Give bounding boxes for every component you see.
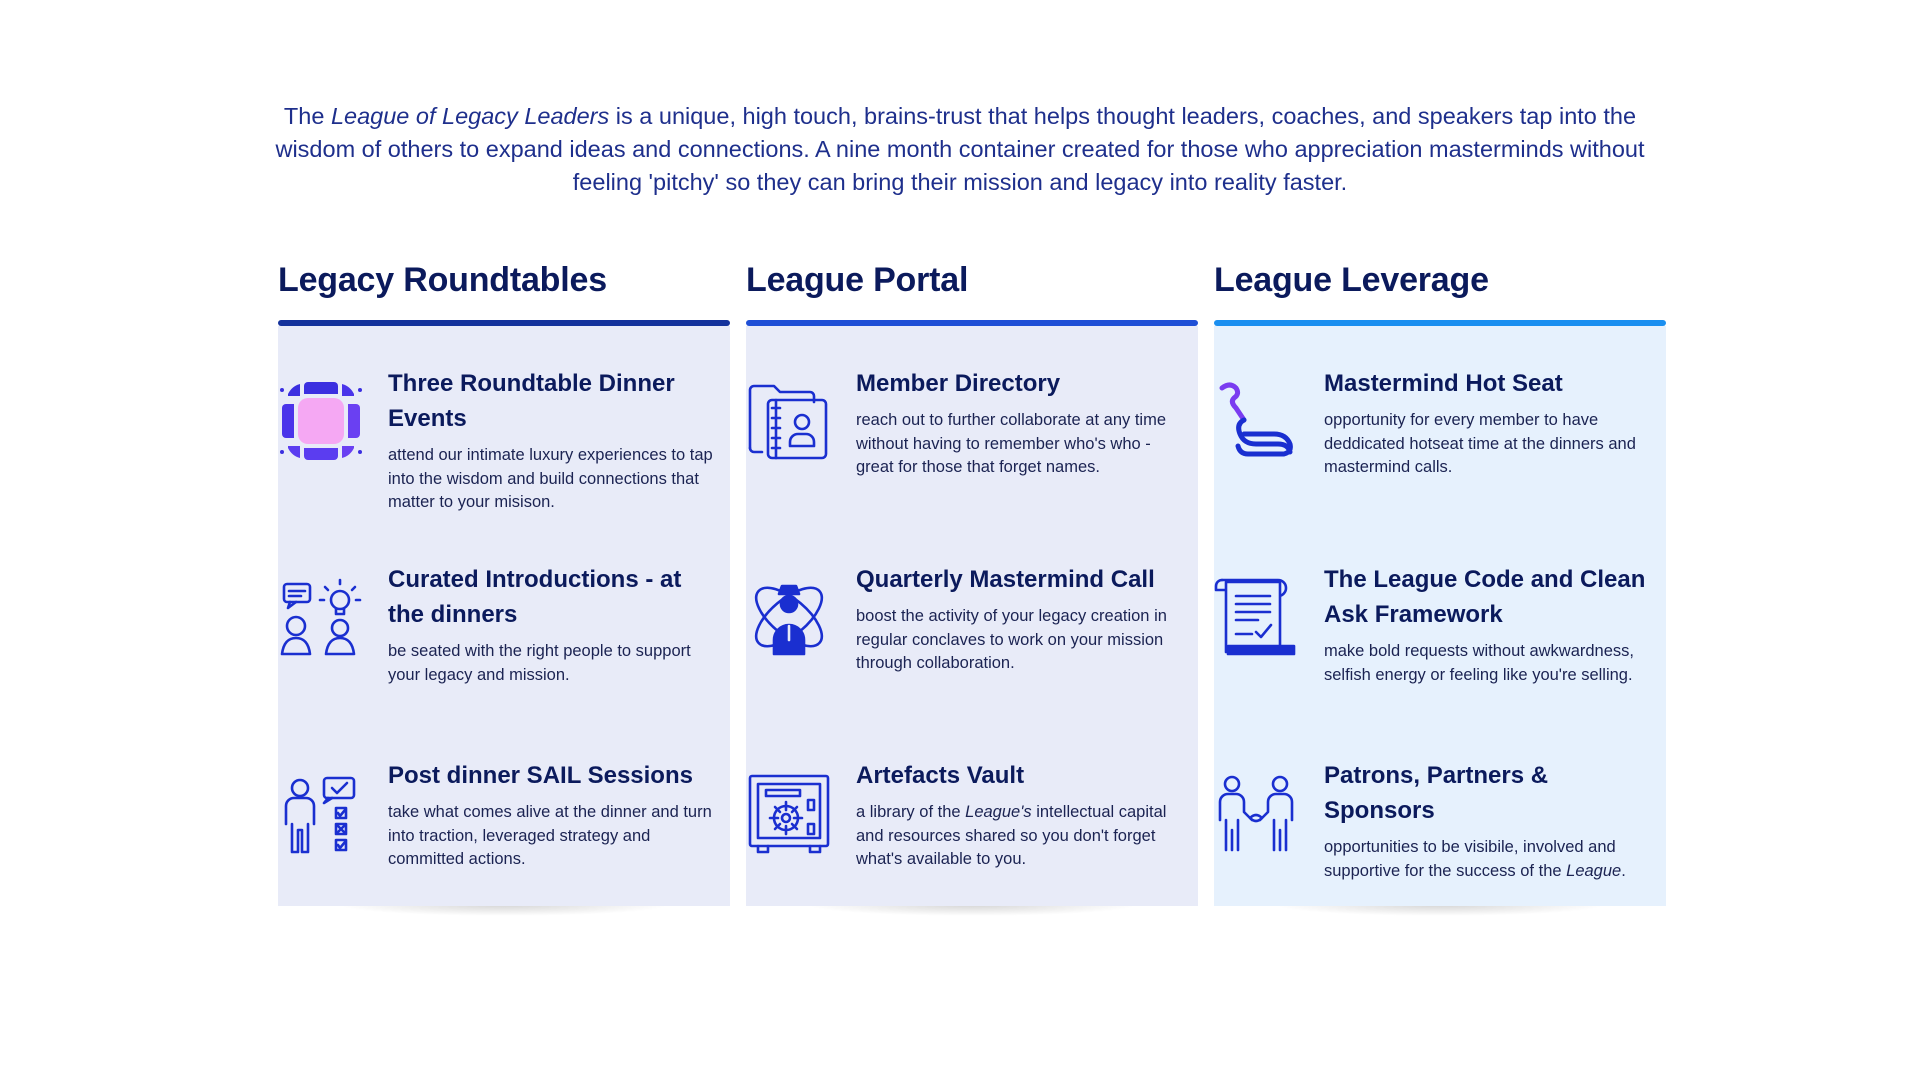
feature-item	[278, 562, 730, 758]
column-panel	[278, 326, 730, 906]
column-title: League Portal	[746, 261, 969, 299]
column-title: League Leverage	[1214, 261, 1489, 299]
intro-rest: is a unique, high touch, brains-trust that helps thought leaders, coaches, and speakers tap into the wisdom of others to expand ideas and connections. A nine month container created for those who appreciation masterminds without feeling 'pitchy' so they can bring their mission and legacy into reality faster.	[275, 103, 1645, 195]
feature-item	[278, 758, 730, 872]
column-title: Legacy Roundtables	[278, 261, 607, 299]
hot-seat-icon	[1214, 378, 1300, 464]
feature-item	[1214, 562, 1666, 758]
feature-item-text	[856, 366, 1188, 480]
feature-description	[856, 801, 1188, 872]
column-panel	[1214, 326, 1666, 906]
feature-item-text	[1324, 758, 1656, 883]
description-italic: League	[1566, 861, 1622, 880]
vault-icon	[746, 770, 832, 856]
feature-title: Mastermind Hot Seat	[1324, 370, 1563, 397]
feature-item	[746, 562, 1198, 758]
feature-item	[746, 366, 1198, 562]
column-legacy-roundtables	[278, 258, 730, 906]
description-part: a library of the	[856, 803, 966, 821]
feature-description: take what comes alive at the dinner and turn into traction, leveraged strategy and committed actions.	[388, 803, 712, 868]
feature-description	[1324, 836, 1656, 883]
feature-description: attend our intimate luxury experiences to tap into the wisdom and build connections that matter to your misison.	[388, 446, 713, 511]
feature-item	[746, 758, 1198, 872]
feature-description: boost the activity of your legacy creation in regular conclaves to work on your mission through collaboration.	[856, 607, 1167, 672]
description-part: opportunities to be visibile, involved and supportive for the success of the	[1324, 838, 1616, 880]
feature-item-text	[388, 758, 720, 872]
column-panel	[746, 326, 1198, 906]
feature-item	[1214, 758, 1666, 883]
feature-description: reach out to further collaborate at any time without having to remember who's who - great for those that forget names.	[856, 411, 1167, 476]
feature-title: Post dinner SAIL Sessions	[388, 762, 693, 789]
intro-paragraph	[260, 100, 1660, 199]
feature-item	[1214, 366, 1666, 562]
feature-item-text	[388, 562, 720, 687]
feature-title: Three Roundtable Dinner Events	[388, 370, 675, 432]
feature-item-text	[856, 758, 1188, 872]
feature-description: opportunity for every member to have deddicated hotseat time at the dinners and mastermind calls.	[1324, 411, 1636, 476]
intro-league-name: League of Legacy Leaders	[330, 103, 610, 129]
description-part: intellectual capital and resources shared so you don't forget what's available to you.	[856, 803, 1167, 868]
feature-title: Member Directory	[856, 370, 1061, 397]
description-italic: League's	[965, 803, 1032, 821]
checklist-icon	[278, 770, 364, 856]
feature-columns	[278, 258, 1666, 906]
code-document-icon	[1214, 574, 1300, 660]
column-league-leverage	[1214, 258, 1666, 906]
feature-item-text	[1324, 366, 1656, 480]
partners-icon	[1214, 770, 1300, 856]
introductions-icon	[278, 574, 364, 660]
feature-item-text	[856, 562, 1188, 676]
mastermind-call-icon	[746, 574, 832, 660]
directory-icon	[746, 378, 832, 464]
feature-title: Curated Introductions - at the dinners	[388, 566, 682, 628]
feature-description: be seated with the right people to support your legacy and mission.	[388, 642, 691, 684]
feature-description: make bold requests without awkwardness, selfish energy or feeling like you're selling.	[1324, 642, 1634, 684]
feature-item-text	[1324, 562, 1656, 687]
feature-item	[278, 366, 730, 562]
feature-title: Patrons, Partners & Sponsors	[1324, 762, 1549, 824]
feature-title: Artefacts Vault	[856, 762, 1025, 789]
intro-prefix: The	[283, 103, 331, 129]
feature-item-text	[388, 366, 720, 515]
feature-title: The League Code and Clean Ask Framework	[1324, 566, 1646, 628]
feature-title: Quarterly Mastermind Call	[856, 566, 1155, 593]
roundtable-icon	[278, 378, 364, 464]
column-league-portal	[746, 258, 1198, 906]
description-part: .	[1621, 861, 1626, 880]
